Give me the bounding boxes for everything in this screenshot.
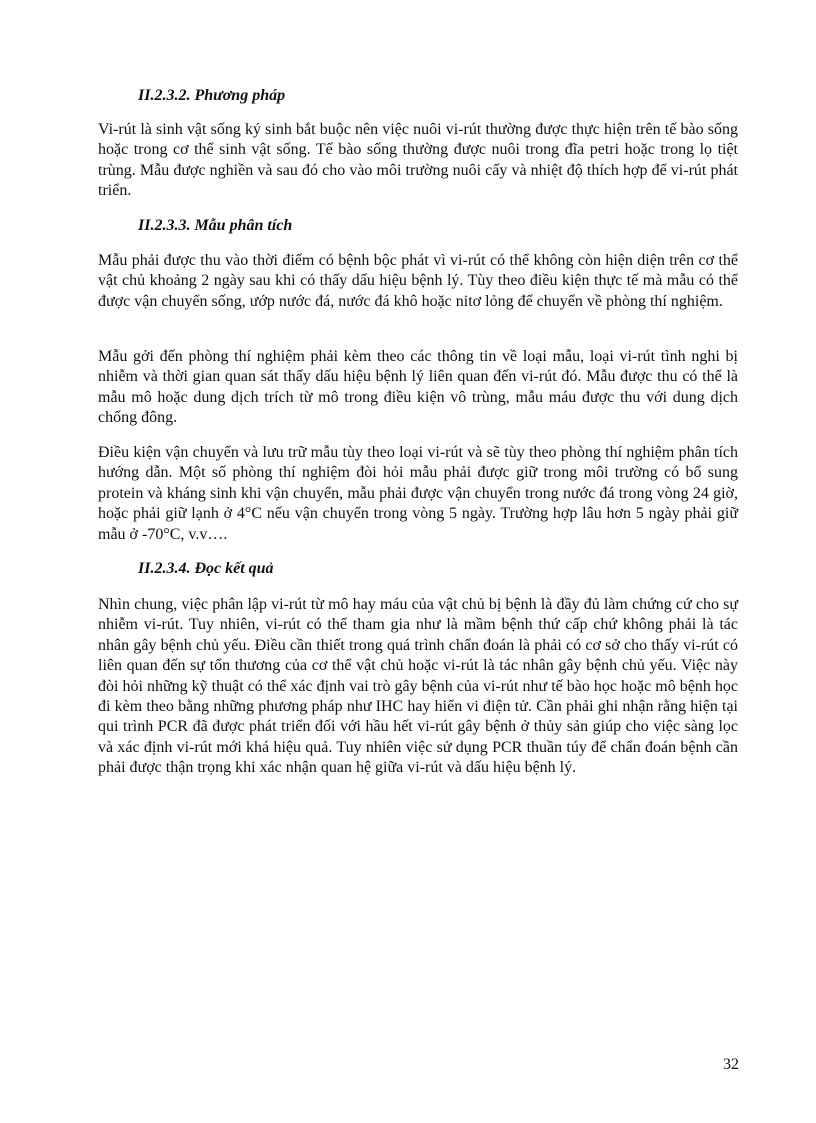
paragraph-doc-ket-qua: Nhìn chung, việc phân lập vi-rút từ mô hay máu của vật chủ bị bệnh là đầy đủ làm chứng cứ cho sự nhiễm vi-rút. Tuy nhiên, vi-rút có thể tham gia như là mầm bệnh thứ cấp chứ không phải là tác nhân gây bệnh chủ yếu. Điều cần thiết trong quá trình chẩn đoán là phải có cơ sở cho thấy vi-rút có liên quan đến sự tổn thương của cơ thể vật chủ hoặc vi-rút là tác nhân gây bệnh chủ yếu. Việc này đòi hỏi những kỹ thuật có thể xác định vai trò gây bệnh của vi-rút như tế bào học hoặc mô bệnh học đi kèm theo bằng những phương pháp như IHC hay hiển vi điện tử. Cần phải ghi nhận rằng hiện tại qui trình PCR đã được phát triển đối với hầu hết vi-rút gây bệnh ở thủy sản giúp cho việc sàng lọc và xác định vi-rút mới khá hiệu quả. Tuy nhiên việc sử dụng PCR thuần túy để chẩn đoán bệnh cần phải được thận trọng khi xác nhận quan hệ giữa vi-rút và dấu hiệu bệnh lý. [98, 596, 738, 777]
section-heading-mau-phan-tich: II.2.3.3. Mẫu phân tích [138, 217, 293, 234]
paragraph-van-chuyen: Điều kiện vận chuyển và lưu trữ mẫu tùy theo loại vi-rút và sẽ tùy theo phòng thí nghiệm phân tích hướng dẫn. Một số phòng thí nghiệm đòi hỏi mẫu phải được giữ trong môi trường có bổ sung protein và kháng sinh khi vận chuyển, mẫu phải được vận chuyển trong nước đá trong vòng 24 giờ, hoặc phải giữ lạnh ở 4°C nếu vận chuyển trong vòng 5 ngày. Trường hợp lâu hơn 5 ngày phải giữ mẫu ở -70°C, v.v…. [98, 444, 738, 543]
page-number: 32 [723, 1056, 739, 1073]
paragraph-mau-goi: Mẫu gởi đến phòng thí nghiệm phải kèm theo các thông tin về loại mẫu, loại vi-rút tình nghi bị nhiễm và thời gian quan sát thấy dấu hiệu bệnh lý liên quan đến vi-rút đó. Mẫu được thu có thể là mẫu mô hoặc dung dịch trích từ mô trong điều kiện vô trùng, mẫu máu được thu với dung dịch chống đông. [98, 348, 738, 427]
section-heading-phuong-phap: II.2.3.2. Phương pháp [138, 87, 286, 104]
section-heading-doc-ket-qua: II.2.3.4. Đọc kết quả [138, 560, 274, 577]
paragraph-phuong-phap: Vi-rút là sinh vật sống ký sinh bắt buộc nên việc nuôi vi-rút thường được thực hiện trên tế bào sống hoặc trong cơ thể sinh vật sống. Tế bào sống thường được nuôi trong đĩa petri hoặc trong lọ tiệt trùng. Mẫu được nghiền và sau đó cho vào môi trường nuôi cấy và nhiệt độ thích hợp để vi-rút phát triển. [98, 121, 738, 200]
paragraph-mau-thu: Mẫu phải được thu vào thời điểm có bệnh bộc phát vì vi-rút có thể không còn hiện diện trên cơ thể vật chủ khoảng 2 ngày sau khi có thấy dấu hiệu bệnh lý. Tùy theo điều kiện thực tế mà mẫu có thể được vận chuyển sống, ướp nước đá, nước đá khô hoặc nitơ lỏng để chuyển về phòng thí nghiệm. [98, 252, 738, 310]
